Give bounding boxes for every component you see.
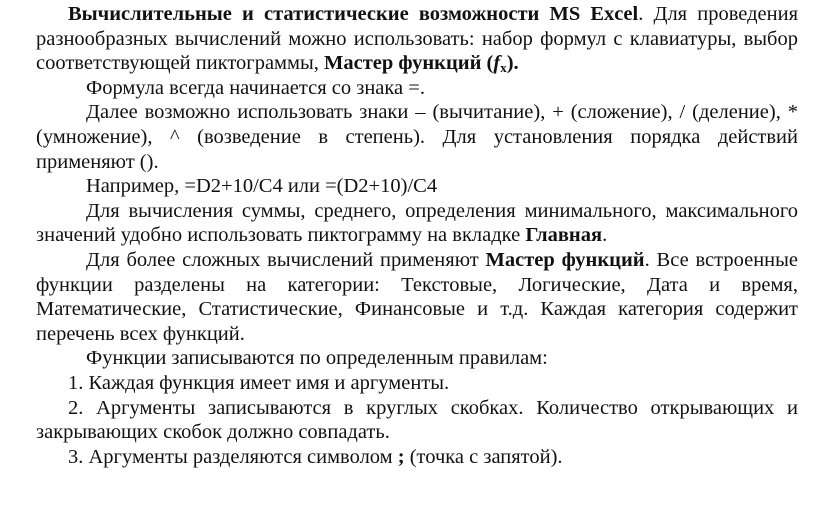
rule-item-3: 3. Аргументы разделяются символом ; (точка с запятой). xyxy=(68,445,563,468)
sum-paragraph: Для вычисления суммы, среднего, определения минимального, максимального значений удобно использовать пиктограмму на вкладке Главная. xyxy=(36,199,798,247)
fx-symbol: f xyxy=(493,52,501,75)
operators-paragraph: Далее возможно использовать знаки – (вычитание), + (сложение), / (деление), * (умножение), ^ (возведение в степень). Для установления порядка действий применяют (). xyxy=(36,101,798,173)
wizard-paragraph: Для более сложных вычислений применяют Мастер функций. Все встроенные функции разделены на категории: Текстовые, Логические, Дата и время, Математические, Статистические, Финансовые и т.д. Каждая категория содержит перечень всех функций. xyxy=(36,248,799,345)
fx-subscript: x xyxy=(500,60,507,76)
rule-item-2: 2. Аргументы записываются в круглых скобках. Количество открывающих и закрывающих скобок должно совпадать. xyxy=(36,396,798,444)
section-title: Вычислительные и статистические возможности MS Excel xyxy=(68,3,639,25)
intro-text: . Для проведения разнообразных вычислений можно использовать: набор формул с клавиатуры, выбор соответствующей пиктограммы, xyxy=(36,3,798,75)
example-paragraph: Например, =D2+10/C4 или =(D2+10)/C4 xyxy=(86,175,438,198)
function-wizard-term-2: Мастер функций xyxy=(485,248,645,271)
semicolon-symbol: ; xyxy=(397,445,405,468)
rules-heading: Функции записываются по определенным правилам: xyxy=(86,347,548,370)
intro-paragraph xyxy=(36,2,798,76)
function-wizard-term: Мастер функций $(f_x)$. xyxy=(324,52,519,76)
rule-item-1: 1. Каждая функция имеет имя и аргументы. xyxy=(68,371,450,394)
formula-start-paragraph: Формула всегда начинается со знака =. xyxy=(86,76,425,99)
home-tab-term: Главная xyxy=(525,224,603,247)
